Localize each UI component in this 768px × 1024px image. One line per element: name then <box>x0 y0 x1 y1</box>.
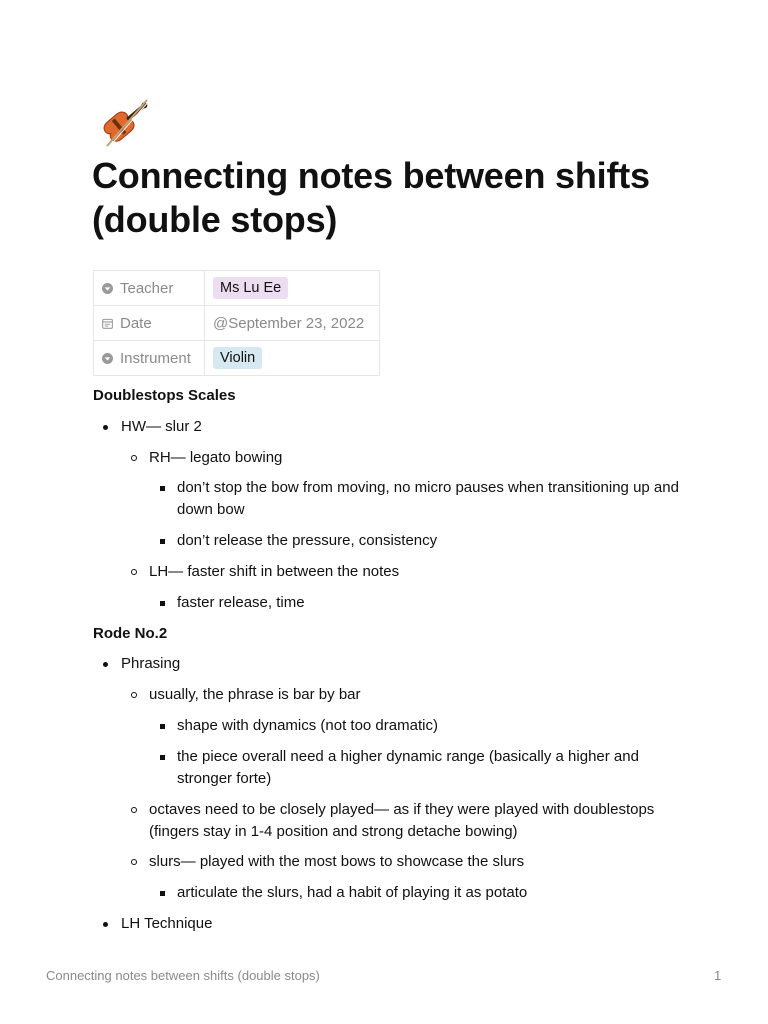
instrument-tag[interactable]: Violin <box>213 347 262 369</box>
footer-title: Connecting notes between shifts (double stops) <box>46 968 320 983</box>
page-title: Connecting notes between shifts (double stops) <box>92 155 650 240</box>
property-row-date[interactable] <box>94 306 380 341</box>
property-row-teacher[interactable] <box>94 271 380 306</box>
property-key-date: Date <box>120 314 152 332</box>
date-value[interactable]: @September 23, 2022 <box>213 314 365 332</box>
list-item: usually, the phrase is bar by bar <box>93 684 693 706</box>
list-item: shape with dynamics (not too dramatic) <box>93 715 693 737</box>
list-item: don’t release the pressure, consistency <box>93 530 693 552</box>
section-heading: Doublestops Scales <box>93 387 236 404</box>
page-number: 1 <box>714 968 722 983</box>
violin-icon <box>93 94 153 150</box>
page-content <box>93 385 693 935</box>
teacher-tag[interactable]: Ms Lu Ee <box>213 277 288 299</box>
list-item: LH Technique <box>93 913 693 935</box>
property-row-instrument[interactable] <box>94 341 380 376</box>
select-icon <box>102 353 113 364</box>
list-item: articulate the slurs, had a habit of playing it as potato <box>93 882 693 904</box>
properties-table <box>93 270 380 376</box>
list-item: the piece overall need a higher dynamic range (basically a higher and stronger forte) <box>93 746 693 790</box>
list-item: octaves need to be closely played— as if they were played with doublestops (fingers stay in 1-4 position and strong detache bowing) <box>93 799 693 843</box>
calendar-icon <box>102 318 113 329</box>
list-item: LH— faster shift in between the notes <box>93 561 693 583</box>
list-item: faster release, time <box>93 592 693 614</box>
list-item: slurs— played with the most bows to showcase the slurs <box>93 851 693 873</box>
select-icon <box>102 283 113 294</box>
property-key-teacher: Teacher <box>120 279 174 297</box>
section-heading: Rode No.2 <box>93 625 168 642</box>
list-item: RH— legato bowing <box>93 447 693 469</box>
property-key-instrument: Instrument <box>120 349 191 367</box>
list-item: Phrasing <box>93 653 693 675</box>
list-item: HW— slur 2 <box>93 416 693 438</box>
list-item: don’t stop the bow from moving, no micro pauses when transitioning up and down bow <box>93 477 693 521</box>
